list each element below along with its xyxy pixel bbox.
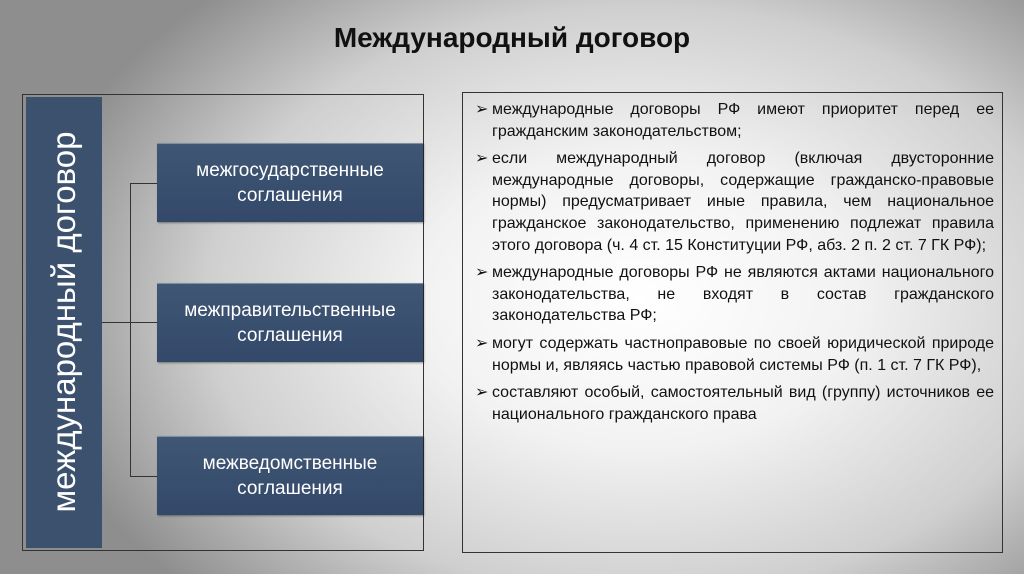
bullet-text: составляют особый, самостоятельный вид (группу) источников ее национального гражданского права: [492, 384, 994, 423]
child-label: межведомственные: [202, 453, 378, 474]
child-label: соглашения: [237, 478, 343, 499]
child-label: соглашения: [237, 185, 343, 206]
arrow-bullet-icon: ➢: [475, 334, 489, 352]
arrow-bullet-icon: ➢: [475, 101, 489, 118]
list-item: [475, 99, 994, 142]
child-box-interdepartmental: [157, 436, 423, 515]
list-item: [475, 382, 994, 425]
connector: [102, 322, 130, 323]
bullet-text: международные договоры РФ не являются актами национального законодательства, не входят в состав гражданского законодательства РФ;: [492, 264, 994, 325]
child-box-intergovernmental: [157, 283, 423, 362]
connector: [130, 322, 157, 323]
child-box-interstate: [157, 143, 423, 222]
list-item: [475, 148, 994, 256]
connector: [130, 476, 157, 477]
arrow-bullet-icon: ➢: [475, 150, 489, 168]
root-label: международный договор: [45, 131, 82, 513]
bullet-text: могут содержать частноправовые по своей юридической природе нормы и, являясь частью правовой системы РФ (п. 1 ст. 7 ГК РФ),: [492, 334, 994, 374]
arrow-bullet-icon: ➢: [475, 264, 489, 282]
child-label: межгосударственные: [196, 160, 384, 181]
slide-title: Международный договор: [333, 22, 691, 53]
child-label: соглашения: [237, 325, 343, 346]
arrow-bullet-icon: ➢: [475, 384, 489, 402]
bullet-text: международные договоры РФ имеют приоритет перед ее гражданским законодательством;: [492, 101, 994, 140]
list-item: [475, 262, 994, 327]
connector: [130, 183, 131, 477]
connector: [130, 183, 157, 184]
list-item: [475, 333, 994, 376]
bullet-text: если международный договор (включая двусторонние международные договоры, содержащие гражданско-правовые нормы) предусматривает иные правила, чем национальное гражданское законодательство, применению подлежат правила этого договора (ч. 4 ст. 15 Конституции РФ, абз. 2 п. 2 ст. 7 ГК РФ);: [492, 150, 994, 254]
child-label: межправительственные: [184, 300, 396, 321]
bullet-list: [462, 92, 1003, 553]
